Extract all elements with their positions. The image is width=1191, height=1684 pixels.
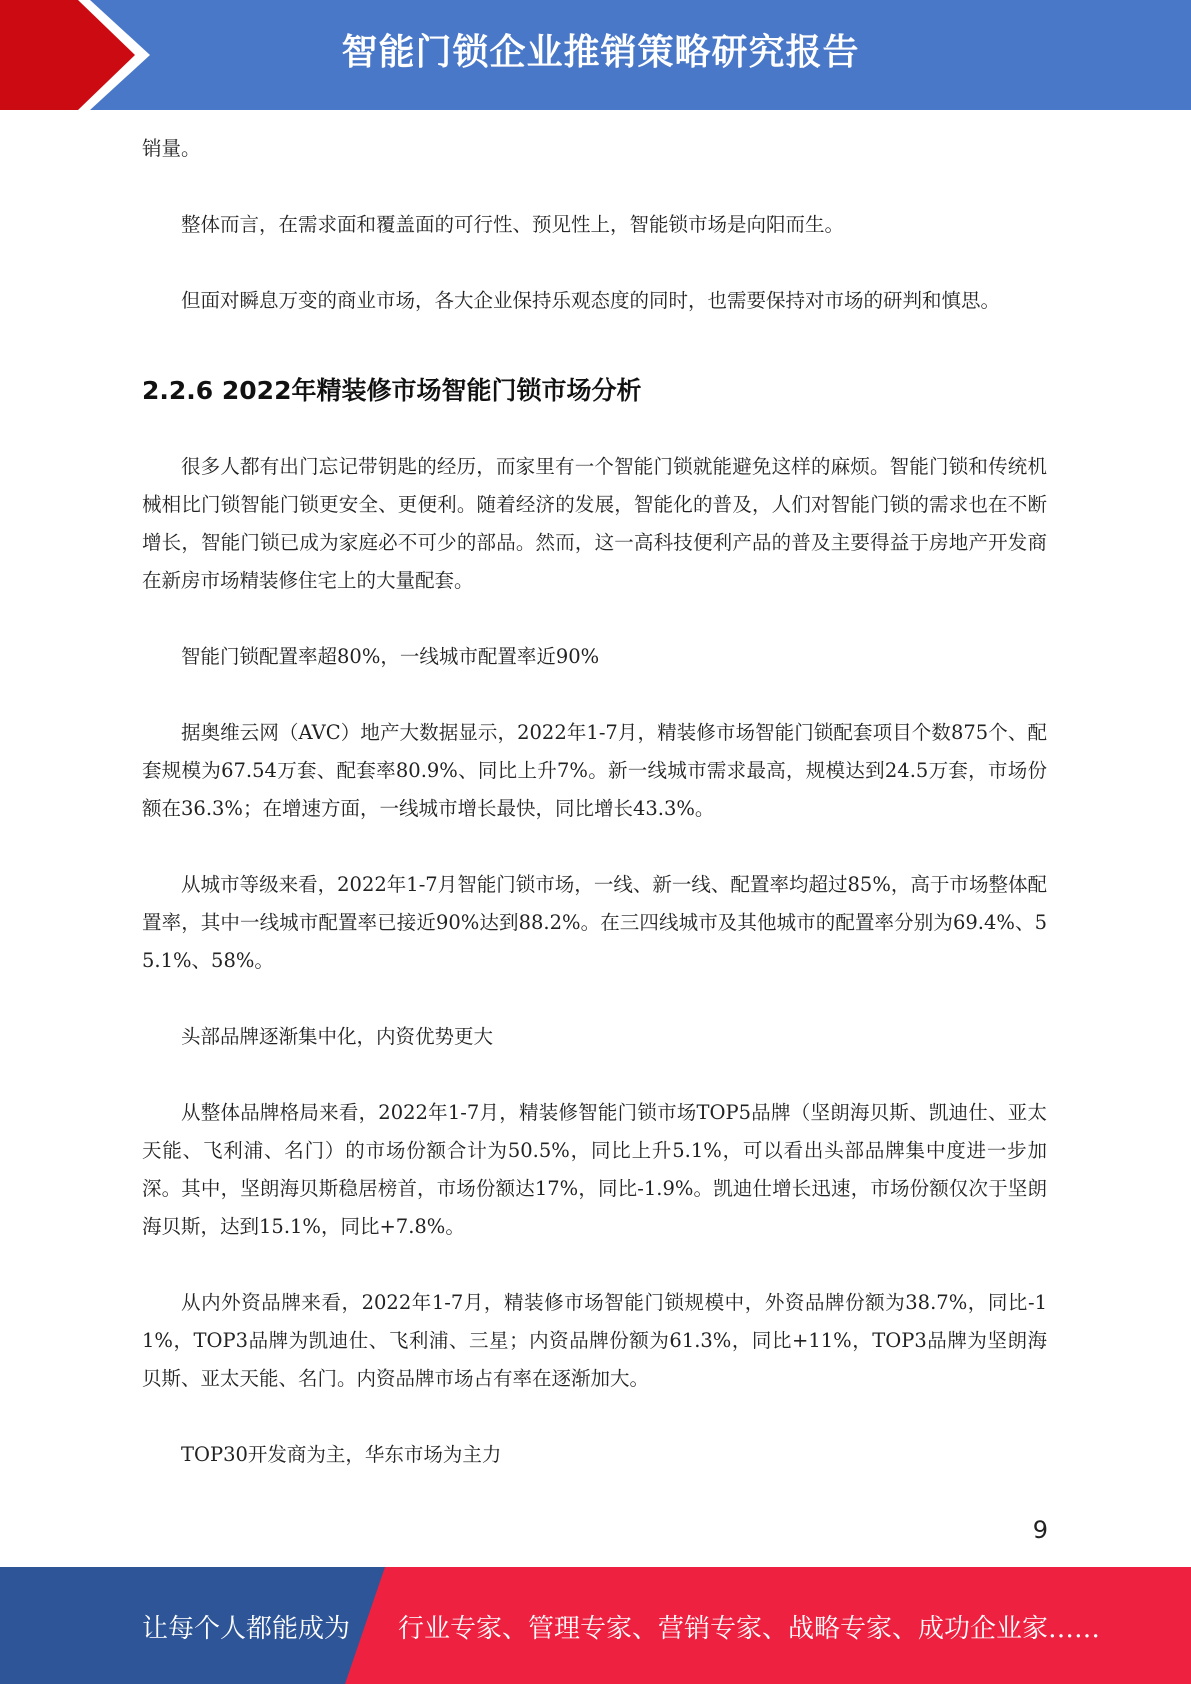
page-number: 9 bbox=[1032, 1516, 1048, 1544]
paragraph: 整体而言，在需求面和覆盖面的可行性、预见性上，智能锁市场是向阳而生。 bbox=[181, 213, 845, 236]
page-header bbox=[0, 0, 1191, 110]
section-heading: 2.2.6 2022年精装修市场智能门锁市场分析 bbox=[142, 376, 642, 405]
document-body bbox=[142, 130, 1047, 1512]
page-footer bbox=[0, 1567, 1191, 1684]
paragraph: 很多人都有出门忘记带钥匙的经历，而家里有一个智能门锁就能避免这样的麻烦。智能门锁和传统机械相比门锁智能门锁更安全、更便利。随着经济的发展，智能化的普及，人们对智能门锁的需求也在不断增长，智能门锁已成为家庭必不可少的部品。然而，这一高科技便利产品的普及主要得益于房地产开发商在新房市场精装修住宅上的大量配套。 bbox=[142, 455, 1047, 592]
subheading-paragraph: TOP30开发商为主，华东市场为主力 bbox=[181, 1443, 502, 1466]
subheading-paragraph: 头部品牌逐渐集中化，内资优势更大 bbox=[181, 1025, 494, 1048]
paragraph: 但面对瞬息万变的商业市场，各大企业保持乐观态度的同时，也需要保持对市场的研判和慎思。 bbox=[181, 289, 1001, 312]
footer-slogan-right: 行业专家、管理专家、营销专家、战略专家、成功企业家…… bbox=[398, 1614, 1101, 1644]
footer-slogan-left: 让每个人都能成为 bbox=[142, 1614, 351, 1644]
paragraph: 据奥维云网（AVC）地产大数据显示，2022年1-7月，精装修市场智能门锁配套项目个数875个、配套规模为67.54万套、配套率80.9%、同比上升7%。新一线城市需求最高，规模达到24.5万套，市场份额在36.3%；在增速方面，一线城市增长最快，同比增长43.3%。 bbox=[142, 721, 1047, 820]
paragraph: 从内外资品牌来看，2022年1-7月，精装修市场智能门锁规模中，外资品牌份额为38.7%，同比-11%，TOP3品牌为凯迪仕、飞利浦、三星；内资品牌份额为61.3%，同比+11%，TOP3品牌为坚朗海贝斯、亚太天能、名门。内资品牌市场占有率在逐渐加大。 bbox=[142, 1291, 1047, 1390]
subheading-paragraph: 智能门锁配置率超80%，一线城市配置率近90% bbox=[181, 645, 600, 668]
paragraph: 从城市等级来看，2022年1-7月智能门锁市场，一线、新一线、配置率均超过85%，高于市场整体配置率，其中一线城市配置率已接近90%达到88.2%。在三四线城市及其他城市的配置率分别为69.4%、55.1%、58%。 bbox=[142, 873, 1047, 972]
paragraph-continuation: 销量。 bbox=[142, 137, 201, 160]
report-title: 智能门锁企业推销策略研究报告 bbox=[341, 32, 860, 73]
paragraph: 从整体品牌格局来看，2022年1-7月，精装修智能门锁市场TOP5品牌（坚朗海贝斯、凯迪仕、亚太天能、飞利浦、名门）的市场份额合计为50.5%，同比上升5.1%，可以看出头部品牌集中度进一步加深。其中，坚朗海贝斯稳居榜首，市场份额达17%，同比-1.9%。凯迪仕增长迅速，市场份额仅次于坚朗海贝斯，达到15.1%，同比+7.8%。 bbox=[142, 1101, 1047, 1238]
